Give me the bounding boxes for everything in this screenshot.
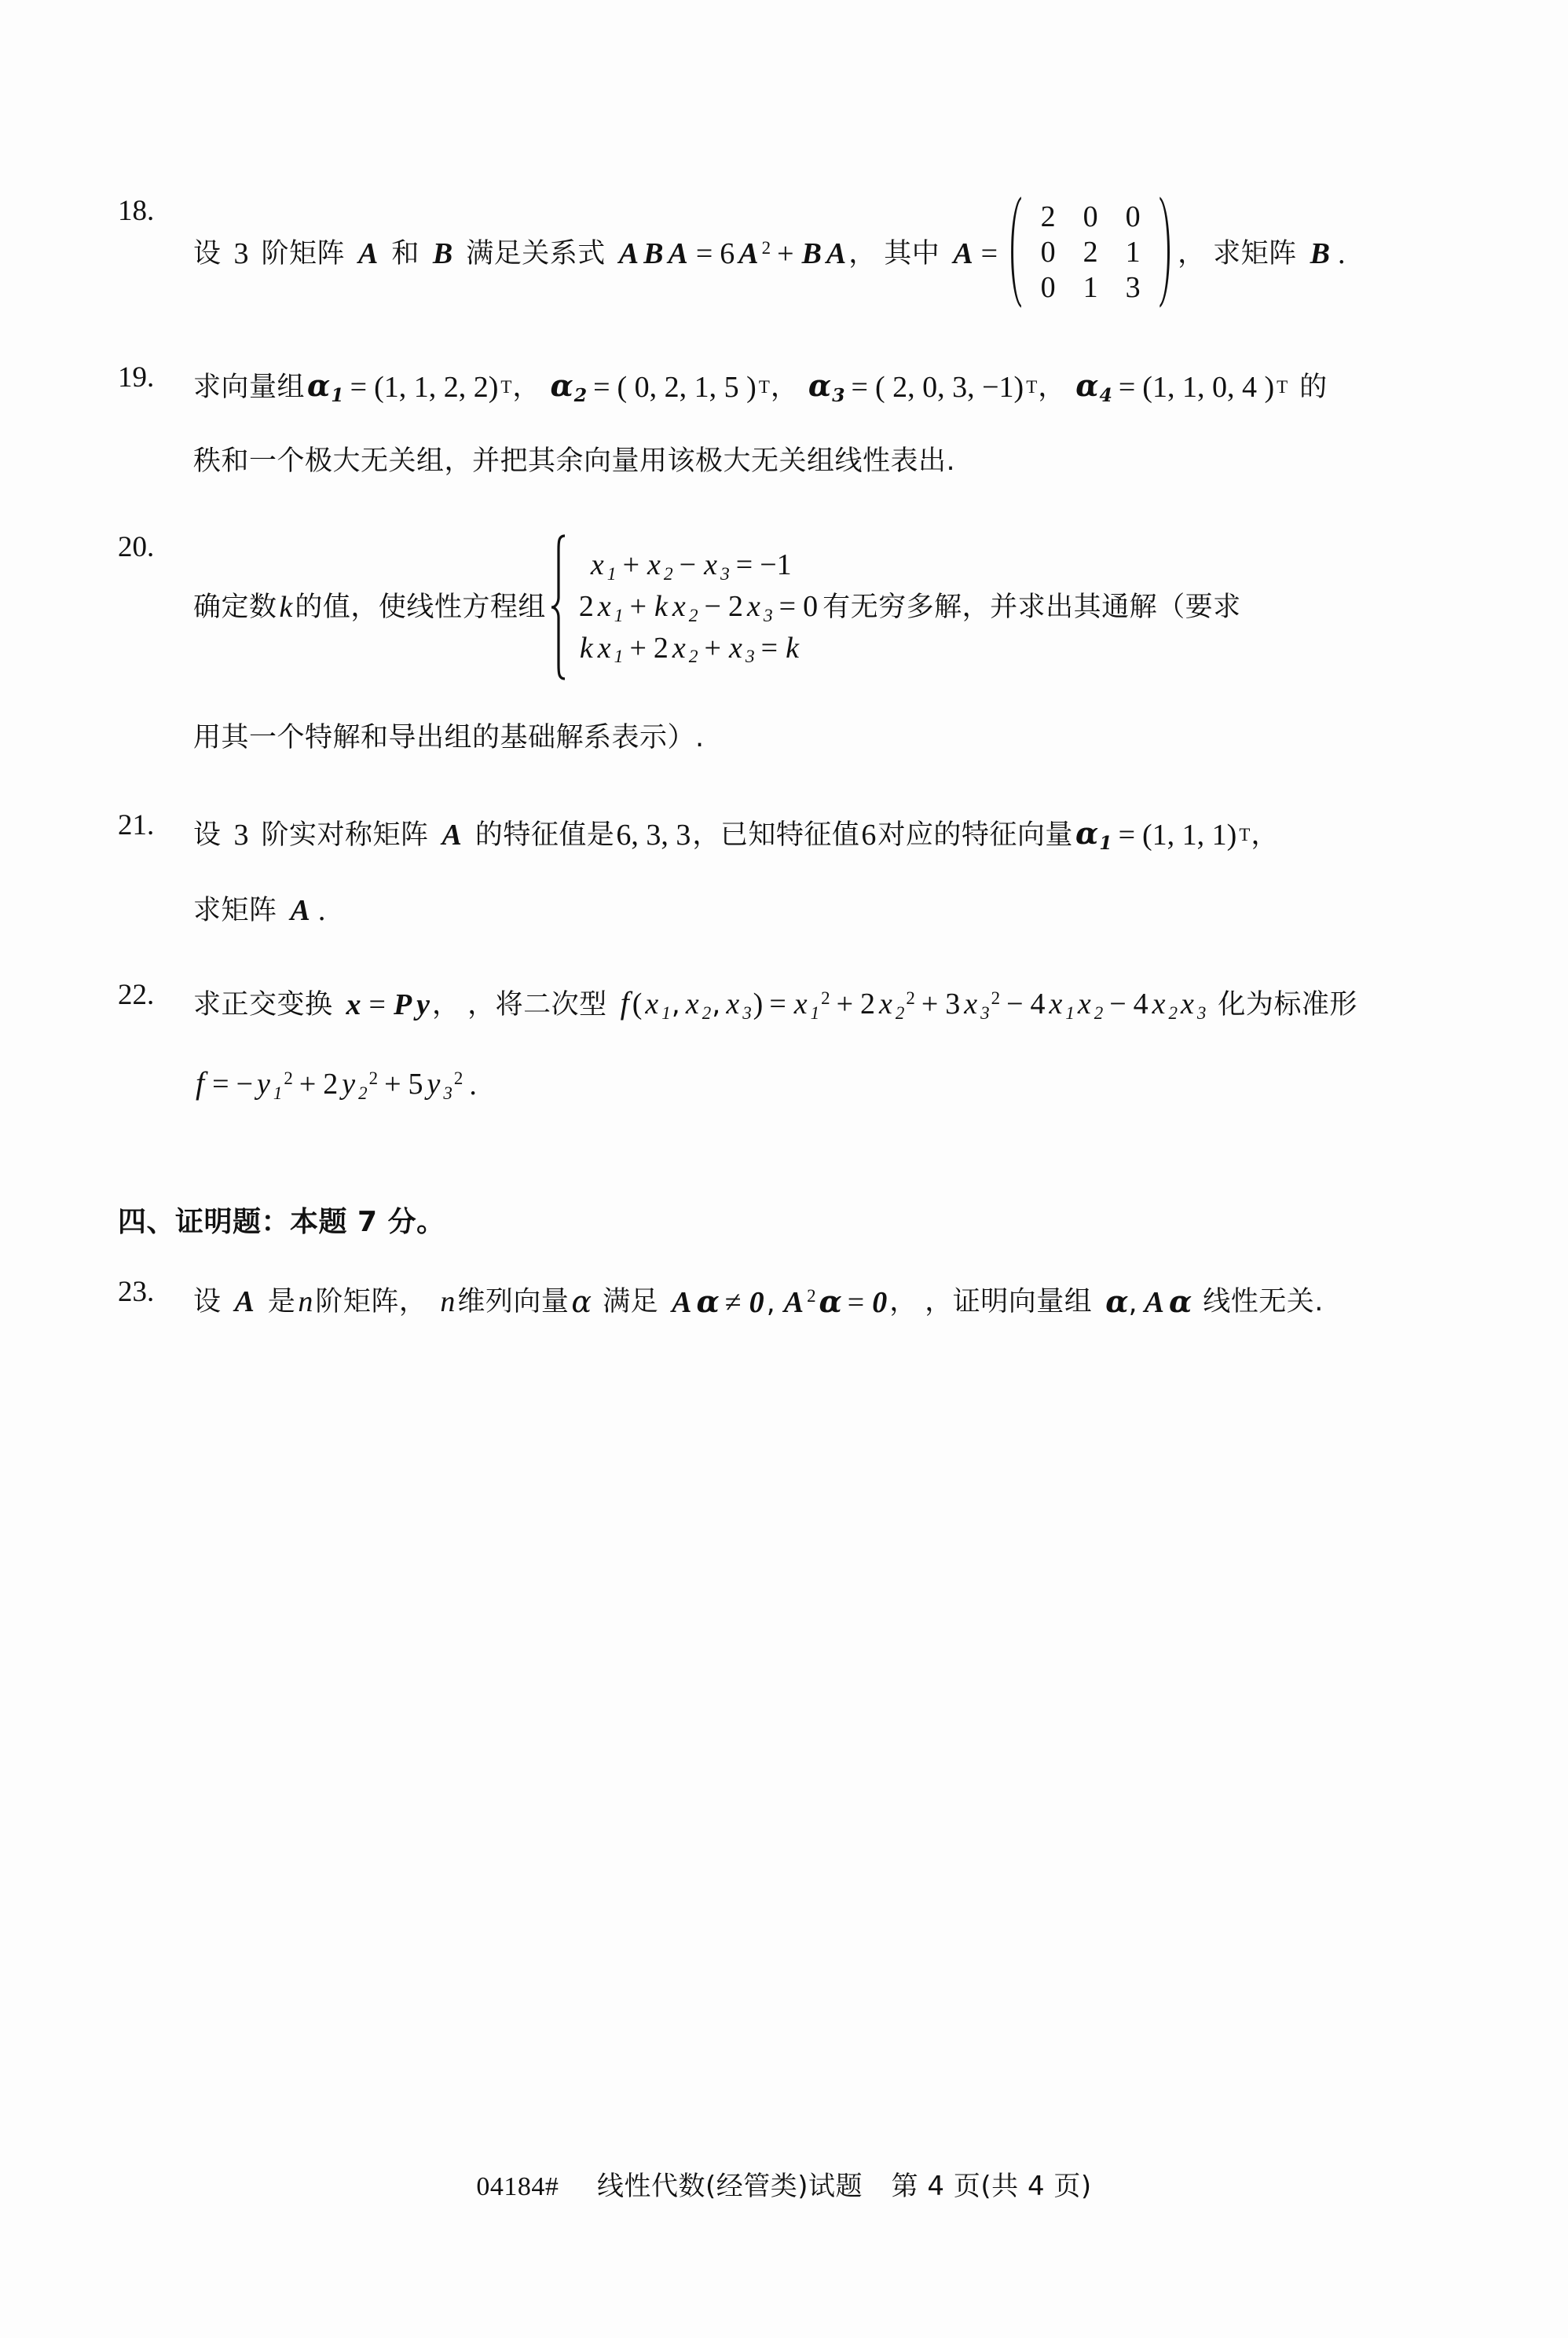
text-yizhi: ，已知特征值 xyxy=(692,819,860,851)
quadratic-form-expression: f ( x $_1$, x $_2$, x $_3$) = x $_1^2$ + 2 x $_2^2$ + 3 x $_3^2$ − 4 x $_1$ x $_2$ − 4 x $_2$ x $_3$ xyxy=(620,985,1207,1023)
problem-19 xyxy=(118,363,1453,486)
period-22: . xyxy=(469,1068,477,1102)
text-shiduichengjuzhen: 阶实对称矩阵 xyxy=(261,819,429,851)
comma-2: ， xyxy=(1178,237,1206,269)
transpose-3: T xyxy=(1026,377,1038,398)
problem-18-line-1: 设 3 阶矩阵 A 和 B 满足关系式 A B A = 6 A $^2$ + B A ， 其中 A = 2 0 0 0 2 1 0 1 3 ， 求矩阵 B . xyxy=(193,196,1453,311)
vector-group-alpha-A-alpha: α, A α xyxy=(1105,1283,1192,1319)
footer-subject-code: 04184# xyxy=(476,2172,559,2201)
eigenvector-alpha-1: $\alpha_1$ xyxy=(1075,815,1112,854)
text-qiuzhengjiaobianhuan: 求正交变换 xyxy=(193,988,333,1021)
text-qiujuzhen: 求矩阵 xyxy=(1213,237,1297,269)
comma-1: ， xyxy=(848,237,877,269)
vector-alpha-4-value: (1, 1, 0, 4 ) xyxy=(1142,371,1275,405)
text-detezhengzhishi: 的特征值是 xyxy=(474,819,615,851)
problem-21 xyxy=(118,811,1453,935)
matrix-cell: 3 xyxy=(1125,270,1141,304)
problem-23 xyxy=(118,1277,1453,1326)
text-quedingshu: 确定数 xyxy=(193,591,277,623)
matrix-cell: 0 xyxy=(1125,200,1141,233)
problem-19-line2-text: 秩和一个极大无关组，并把其余向量用该极大无关组线性表出. xyxy=(193,445,956,477)
section-heading-four: 四、证明题：本题 7 分。 xyxy=(118,1206,445,1239)
problem-20-body xyxy=(193,533,1453,762)
eigenvalues: 6, 3, 3 xyxy=(616,819,691,852)
problem-19-line-1: 求向量组 $\alpha_1$ = (1, 1, 2, 2) T ， $\alpha_2$ = ( 0, 2, 1, 5 ) T ， $\alpha_3$ = ( 2, 0, 3, −1) T ， $\alpha_4$ = (1, 1, 0, 4 ) T 的 xyxy=(193,367,1328,406)
text-he: 和 xyxy=(391,237,419,269)
matrix-A-symbol-21b: A xyxy=(290,894,310,928)
matrix-cell: 0 xyxy=(1040,235,1056,269)
transpose-1: T xyxy=(500,377,512,398)
problem-19-number: 19. xyxy=(118,361,155,394)
matrix-B-symbol-2: B xyxy=(1310,237,1330,271)
matrix-cell: 2 xyxy=(1083,235,1098,269)
problem-18-number: 18. xyxy=(118,195,155,227)
footer-subject-name: 线性代数(经管类)试题 xyxy=(596,2171,863,2202)
problem-20 xyxy=(118,533,1453,762)
text-duiyingtezhengxiangliang: 对应的特征向量 xyxy=(877,819,1073,851)
problem-21-number: 21. xyxy=(118,809,155,842)
text-xianxingwuguan: 线性无关. xyxy=(1203,1285,1324,1317)
vector-alpha-2: $\alpha_2$ xyxy=(550,367,588,406)
matrix-cell: 1 xyxy=(1083,270,1098,304)
condition-A2-alpha-zero: A $^2$ α = 0 xyxy=(783,1283,888,1319)
transpose-2: T xyxy=(758,377,770,398)
equation-system xyxy=(549,533,819,682)
vector-alpha-23: α xyxy=(571,1284,592,1320)
order-3: 3 xyxy=(233,237,249,271)
text-zhengmingxiangliangzu: ，证明向量组 xyxy=(925,1285,1093,1317)
eigenvalue-6: 6 xyxy=(861,819,877,852)
page-content xyxy=(118,196,1453,1359)
matrix-cell: 2 xyxy=(1040,200,1056,233)
transform-x-Py: x = P y xyxy=(346,988,430,1022)
matrix-cell: 1 xyxy=(1125,235,1141,269)
problem-23-body xyxy=(193,1277,1453,1326)
problem-21-body xyxy=(193,811,1453,935)
text-shi: 是 xyxy=(267,1285,296,1317)
matrix-A-symbol-21: A xyxy=(441,819,462,852)
problem-18-body xyxy=(193,196,1453,311)
matrix-A-symbol: A xyxy=(358,237,379,271)
text-jiangercixing: ，将二次型 xyxy=(467,988,607,1021)
transpose-4: T xyxy=(1277,377,1288,398)
variable-k: k xyxy=(279,591,293,625)
matrix-B-symbol: B xyxy=(432,237,453,271)
problem-22-number: 22. xyxy=(118,979,155,1012)
problem-20-line2-text: 用其一个特解和导出组的基础解系表示）. xyxy=(193,721,705,753)
footer-page-number: 第 4 页(共 4 页) xyxy=(891,2171,1092,2202)
text-jiejuzhen: 阶矩阵 xyxy=(261,237,346,269)
matrix-cell: 0 xyxy=(1040,270,1056,304)
problem-23-number: 23. xyxy=(118,1276,155,1309)
matrix-row xyxy=(1027,270,1154,306)
problem-20-number: 20. xyxy=(118,531,155,564)
problem-21-line-1: 设 3 阶实对称矩阵 A 的特征值是 6, 3, 3 ，已知特征值 6 对应的特征向量 $\alpha_1$ = (1, 1, 1) T ， xyxy=(193,811,1453,859)
vector-alpha-1: $\alpha_1$ xyxy=(307,367,344,406)
text-huaweibiaozhunxing: 化为标准形 xyxy=(1218,988,1357,1021)
problem-23-line-1: 设 A 是 n 阶矩阵， n 维列向量 α 满足 A α ≠ 0, A $^2$ α = 0 ， ，证明向量组 α, A α 线性无关. xyxy=(193,1283,1324,1320)
matrix-row xyxy=(1027,200,1154,235)
vector-alpha-2-value: ( 0, 2, 1, 5 ) xyxy=(617,371,757,405)
text-qizhong: 其中 xyxy=(884,237,940,269)
transpose-21: T xyxy=(1239,825,1251,845)
problem-21-line-2 xyxy=(193,886,1453,935)
order-3-21: 3 xyxy=(233,819,249,852)
text-weiliexiangliang: 维列向量 xyxy=(457,1285,570,1317)
matrix-cell: 0 xyxy=(1083,200,1098,233)
problem-22 xyxy=(118,980,1453,1109)
vector-alpha-3-value: ( 2, 0, 3, −1) xyxy=(874,371,1024,405)
paren-left-icon xyxy=(1008,195,1024,310)
dimension-n: n xyxy=(298,1285,313,1319)
dimension-n-2: n xyxy=(440,1285,456,1319)
text-manzu: 满足 xyxy=(603,1285,659,1317)
eigenvector-value: (1, 1, 1) xyxy=(1142,819,1237,852)
problem-18 xyxy=(118,196,1453,311)
problem-22-line-2 xyxy=(193,1061,1453,1109)
page-footer xyxy=(0,2164,1568,2203)
text-manzuguanxishi: 满足关系式 xyxy=(466,237,606,269)
vector-alpha-3: $\alpha_3$ xyxy=(808,367,845,406)
paren-right-icon xyxy=(1157,195,1173,310)
text-she: 设 xyxy=(193,237,222,269)
brace-icon xyxy=(549,533,570,682)
comma-21: ， xyxy=(1251,819,1279,851)
equation-ABA: A B A = 6 A $^2$ + B A xyxy=(618,237,847,271)
text-she-23: 设 xyxy=(193,1285,222,1317)
text-qiuxiangliangzu: 求向量组 xyxy=(193,371,306,403)
system-equation-2: 2 x $_1$ + k x $_2$ − 2 x $_3$ = 0 xyxy=(578,590,819,626)
problem-22-body xyxy=(193,980,1453,1109)
standard-form-expression: f = − y $_1^2$ + 2 y $_2^2$ + 5 y $_3^2$ xyxy=(196,1065,463,1103)
text-youwuqiongduojie: 有无穷多解，并求出其通解（要求 xyxy=(822,591,1241,623)
text-jiejuzhen-23: 阶矩阵， xyxy=(315,1285,427,1317)
matrix-row xyxy=(1027,235,1154,270)
text-dezhi: 的值，使线性方程组 xyxy=(295,591,546,623)
problem-20-line-2 xyxy=(193,713,1453,762)
problem-19-line-2 xyxy=(193,437,1453,486)
text-she-21: 设 xyxy=(193,819,222,851)
text-qiujuzhen-21: 求矩阵 xyxy=(193,894,277,926)
vector-alpha-4: $\alpha_4$ xyxy=(1075,367,1112,406)
matrix-A-symbol-2: A xyxy=(953,237,973,271)
system-equation-1: x $_1$ + x $_2$ − x $_3$ = −1 xyxy=(590,548,792,585)
text-de: 的 xyxy=(1299,371,1328,403)
period-1: . xyxy=(1338,237,1346,271)
problem-20-line-1 xyxy=(193,533,1453,682)
matrix-A-display xyxy=(1008,195,1173,310)
period-21: . xyxy=(317,894,326,928)
problem-22-line-1: 求正交变换 x = P y ， ，将二次型 f ( x $_1$, x $_2$, x $_3$) = x $_1^2$ + 2 x $_2^2$ + 3 x $_3^2$ − 4 x $_1$ x $_2$ − 4 x $_2$ x $_3$ 化为标准形 xyxy=(193,985,1357,1023)
matrix-A-symbol-23: A xyxy=(234,1285,255,1319)
condition-A-alpha-nonzero: A α ≠ 0, xyxy=(672,1283,775,1319)
vector-alpha-1-value: (1, 1, 2, 2) xyxy=(374,371,499,405)
system-equation-3: k x $_1$ + 2 x $_2$ + x $_3$ = k xyxy=(579,631,799,668)
problem-19-body xyxy=(193,363,1453,486)
